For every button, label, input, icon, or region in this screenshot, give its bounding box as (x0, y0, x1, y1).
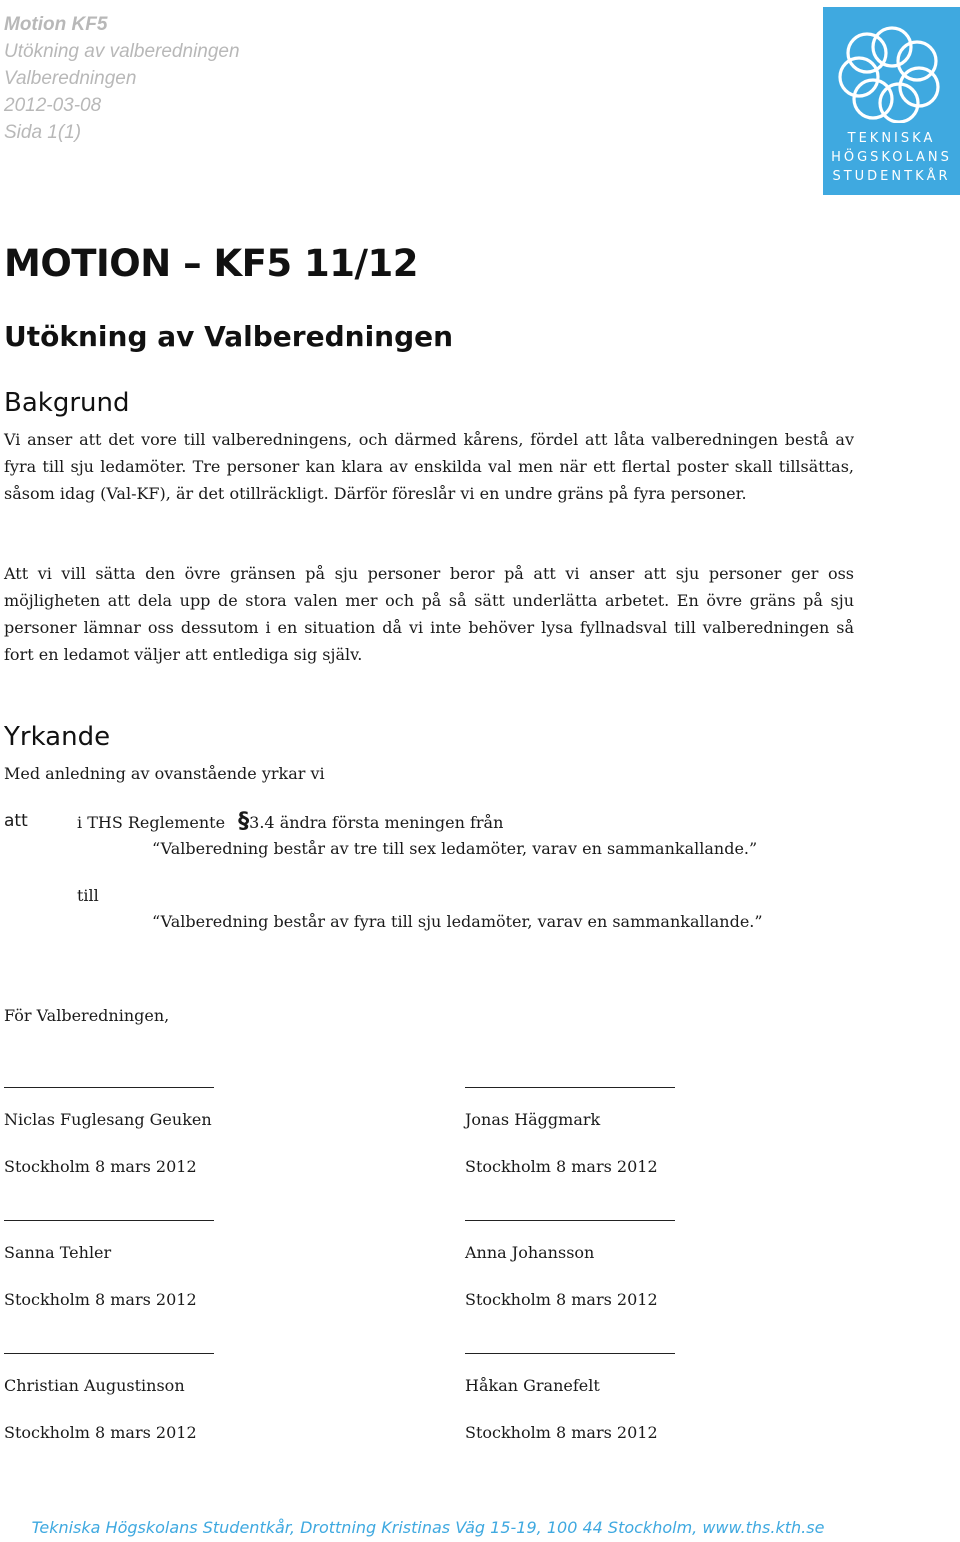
signature-line (465, 1087, 675, 1088)
document-title: MOTION – KF5 11/12 (4, 242, 419, 285)
header-doc-name: Motion KF5 (4, 14, 108, 35)
proposal-clause (77, 808, 503, 836)
header-page: Sida 1(1) (4, 122, 82, 143)
document-subtitle: Utökning av Valberedningen (4, 320, 454, 353)
header-date: 2012-03-08 (4, 95, 102, 116)
proposal-intro: Med anledning av ovanstående yrkar vi (4, 764, 325, 783)
closing-text: För Valberedningen, (4, 1006, 170, 1025)
signature-line (465, 1220, 675, 1221)
till-label: till (77, 886, 99, 905)
background-heading: Bakgrund (4, 388, 130, 418)
signatory-place-date: Stockholm 8 mars 2012 (465, 1157, 658, 1176)
signatory-place-date: Stockholm 8 mars 2012 (465, 1290, 658, 1309)
header-subject: Utökning av valberedningen (4, 41, 240, 62)
signatory-place-date: Stockholm 8 mars 2012 (4, 1157, 197, 1176)
signatory-name: Christian Augustinson (4, 1376, 185, 1395)
signature-line (4, 1220, 214, 1221)
background-paragraph-2: Att vi vill sätta den övre gränsen på sju personer beror på att vi anser att sju personer ger oss möjligheten att dela upp de stora valen mer och på så sätt underlätta arbetet. En övre gräns på sju personer lämnar oss dessutom i en situation då vi inte behöver lysa fyllnadsval till valberedningen så fort en ledamot väljer att entlediga sig själv. (4, 564, 854, 664)
clause-rest: 3.4 ändra första meningen från (249, 813, 504, 832)
section-symbol: § (238, 809, 250, 834)
header-author: Valberedningen (4, 68, 137, 89)
signature-line (465, 1353, 675, 1354)
ths-logo (823, 7, 960, 195)
new-text-quote: “Valberedning består av fyra till sju ledamöter, varav en sammankallande.” (152, 912, 763, 931)
signatory-place-date: Stockholm 8 mars 2012 (4, 1290, 197, 1309)
signatory-name: Sanna Tehler (4, 1243, 112, 1262)
signature-line (4, 1087, 214, 1088)
signatory-name: Anna Johansson (465, 1243, 595, 1262)
signatory-place-date: Stockholm 8 mars 2012 (4, 1423, 197, 1442)
logo-line-3: STUDENTKÅR (832, 169, 951, 184)
signatory-place-date: Stockholm 8 mars 2012 (465, 1423, 658, 1442)
old-text-quote: “Valberedning består av tre till sex ledamöter, varav en sammankallande.” (152, 839, 758, 858)
logo-line-2: HÖGSKOLANS (831, 150, 952, 165)
att-label: att (4, 811, 28, 831)
logo-line-1: TEKNISKA (847, 131, 936, 146)
proposal-heading: Yrkande (4, 722, 111, 752)
background-paragraph-1: Vi anser att det vore till valberedningens, och därmed kårens, fördel att låta valberedningen bestå av fyra till sju ledamöter. Tre personer kan klara av enskilda val men när ett flertal poster skall tillsättas, såsom idag (Val-KF), är det otillräckligt. Därför föreslår vi en undre gräns på fyra personer. (4, 430, 854, 503)
signatory-name: Niclas Fuglesang Geuken (4, 1110, 212, 1129)
signatory-name: Jonas Häggmark (465, 1110, 601, 1129)
clause-text: i THS Reglemente (77, 813, 226, 832)
signatory-name: Håkan Granefelt (465, 1376, 600, 1395)
signature-line (4, 1353, 214, 1354)
footer-address: Tekniska Högskolans Studentkår, Drottning Kristinas Väg 15-19, 100 44 Stockholm, www.ths.kth.se (31, 1518, 825, 1537)
page-footer (0, 1518, 960, 1537)
rings-logo-icon (837, 23, 947, 123)
